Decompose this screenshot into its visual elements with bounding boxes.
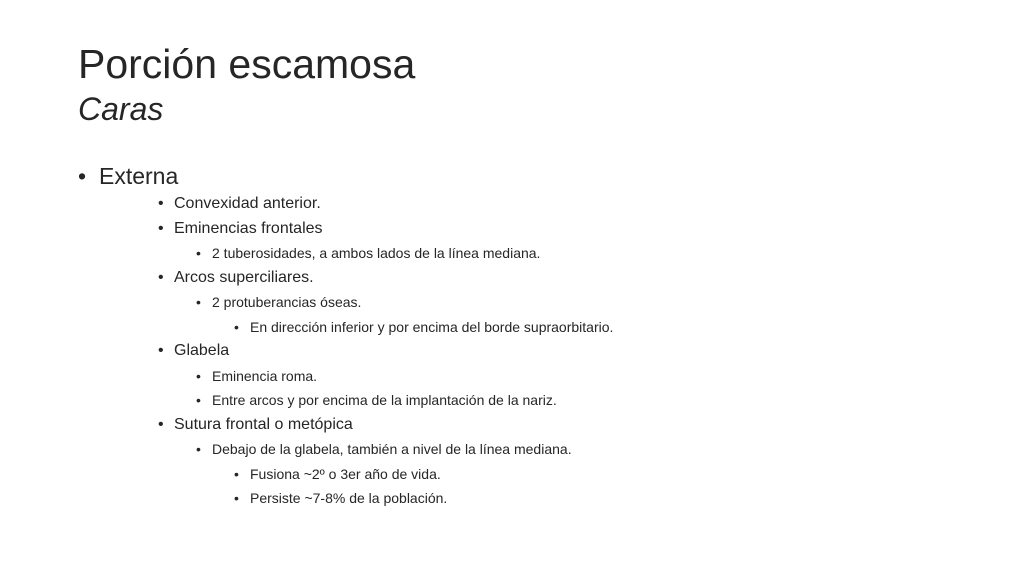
bullet-direccion-inferior: • En dirección inferior y por encima del borde supraorbitario. bbox=[250, 315, 978, 340]
bullet-sutura-frontal: • Sutura frontal o metópica bbox=[174, 413, 978, 438]
bullet-convexidad-anterior: • Convexidad anterior. bbox=[174, 192, 978, 217]
bullet-list bbox=[78, 160, 978, 511]
title-block bbox=[78, 38, 958, 128]
bullet-debajo-glabela: • Debajo de la glabela, también a nivel de la línea mediana. bbox=[212, 437, 978, 462]
bullet-eminencia-roma: • Eminencia roma. bbox=[212, 364, 978, 389]
bullet-content bbox=[78, 160, 978, 511]
bullet-tuberosidades: • 2 tuberosidades, a ambos lados de la línea mediana. bbox=[212, 241, 978, 266]
bullet-eminencias-frontales: • Eminencias frontales bbox=[174, 217, 978, 242]
bullet-protuberancias-oseas: • 2 protuberancias óseas. bbox=[212, 290, 978, 315]
bullet-persiste: • Persiste ~7-8% de la población. bbox=[250, 486, 978, 511]
bullet-fusiona: • Fusiona ~2º o 3er año de vida. bbox=[250, 462, 978, 487]
bullet-glabela: • Glabela bbox=[174, 339, 978, 364]
bullet-externa: • Externa bbox=[78, 160, 978, 192]
bullet-entre-arcos: • Entre arcos y por encima de la implantación de la nariz. bbox=[212, 388, 978, 413]
slide-subtitle: Caras bbox=[78, 91, 164, 127]
slide-title: Porción escamosa bbox=[78, 41, 416, 87]
bullet-arcos-superciliares: • Arcos superciliares. bbox=[174, 266, 978, 291]
